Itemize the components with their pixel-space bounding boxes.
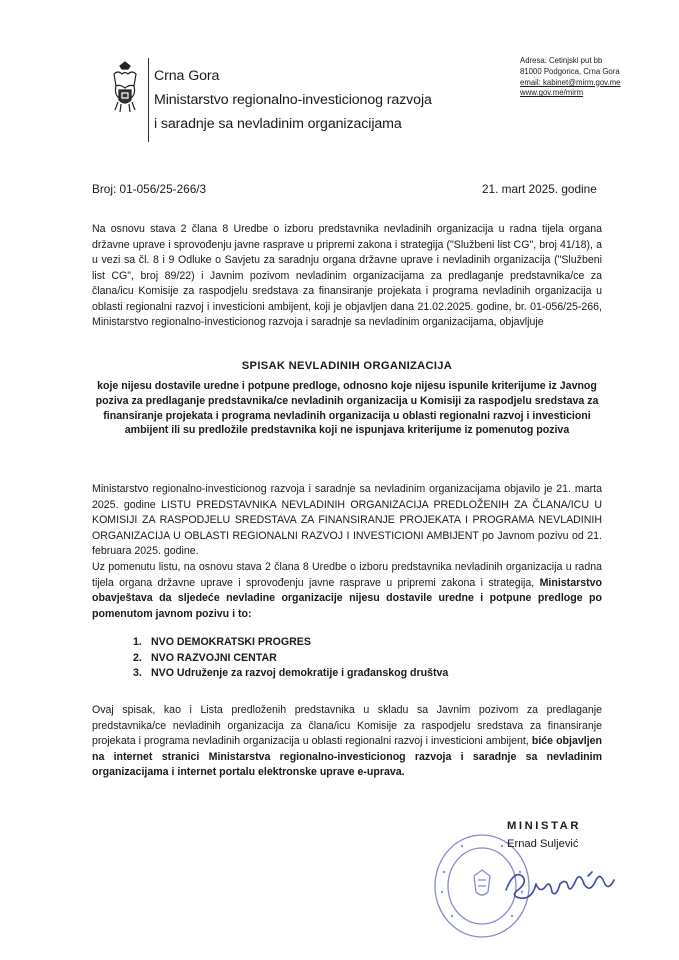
header-divider [148,58,149,142]
list-item-name: NVO RAZVOJNI CENTAR [151,651,277,664]
coat-of-arms-icon [110,60,140,116]
list-item-number: 1. [133,636,142,648]
reference-number: Broj: 01-056/25-266/3 [92,182,207,196]
list-item [133,666,448,682]
country-name: Crna Gora [154,68,220,84]
document-title: SPISAK NEVLADINIH ORGANIZACIJA [241,360,453,372]
paragraph-notification-text: Uz pomenutu listu, na osnovu stava 2 člana 8 Uredbe o izboru predstavnika nevladinih organizacija u radna tijela organa državne uprave i sprovođenju javne rasprave u pripremi zakona i strategija, [92,561,602,589]
paragraph-notification-bold: Ministarstvo obavještava da sljedeće nevladine organizacije nijesu dostavile uredne i potpune predloge po pomenutom javnom pozivu i to: [92,576,602,620]
address-email[interactable]: email: kabinet@mirm.gov.me [520,77,621,87]
list-item [133,635,448,651]
document-subtitle: koje nijesu dostavile uredne i potpune predloge, odnosno koje nijesu ispunile kriterijume iz Javnog poziva za predlaganje predstavnika/ce nevladinih organizacija u Komisiji za raspodjelu sredstava za finansiranje projekata i programa nevladinih organizacija u oblasti regionalni razvoj i investicioni ambijent ili su predložile predstavnika koji ne ispunjava kriterijume iz pomenutog poziva [95,380,599,437]
list-item-name: NVO Udruženje za razvoj demokratije i građanskog društva [151,667,449,679]
document-date: 21. mart 2025. godine [482,182,597,196]
handwritten-signature-icon [500,850,620,910]
list-item-number: 3. [133,667,142,679]
address-block [520,56,621,99]
list-item-name: NVO DEMOKRATSKI PROGRES [151,636,311,648]
paragraph-publication [92,703,602,781]
ministry-name-line1: Ministarstvo regionalno-investicionog razvoja [154,92,432,108]
address-street: Adresa: Cetinjski put bb [520,56,603,65]
address-city: 81000 Podgorica, Crna Gora [520,66,620,76]
organizations-list [133,635,448,682]
paragraph-publication-text: Ovaj spisak, kao i Lista predloženih predstavnika u skladu sa Javnim pozivom za predlaganje predstavnika/ce nevladinih organizacija za člana/icu Komisije za raspodjelu sredstava za finansiranje projekata i programa nevladinih organizacija u oblasti regionalni razvoj i investicioni ambijent, [92,704,602,747]
paragraph-publication-bold: biće objavljen na internet stranici Ministarstva regionalno-investicionog razvoja i saradnje sa nevladinim organizacijama i internet portalu elektronske uprave e-uprava. [92,735,602,778]
list-item-number: 2. [133,651,142,664]
paragraph-notification [92,560,602,622]
list-item [133,651,448,667]
paragraph-list-announcement: Ministarstvo regionalno-investicionog razvoja i saradnje sa nevladinim organizacijama objavilo je 21. marta 2025. godine LISTU PREDSTAVNIKA NEVLADINIH ORGANIZACIJA PREDLOŽENIH ZA ČLANA/ICU U KOMISIJI ZA RASPODJELU SREDSTAVA ZA FINANSIRANJE PROJEKATA I PROGRAMA NEVLADINIH ORGANIZACIJA U OBLASTI REGIONALNI RAZVOJ I INVESTICIONI AMBIJENT po Javnom pozivu od 21. februara 2025. godine. [92,483,602,557]
signatory-title: MINISTAR [507,820,582,832]
signatory-name: Ernad Suljević [507,838,579,850]
ministry-name-line2: i saradnje sa nevladinim organizacijama [154,116,402,132]
intro-paragraph: Na osnovu stava 2 člana 8 Uredbe o izboru predstavnika nevladinih organizacija u radna tijela organa državne uprave i sprovođenju javne rasprave u pripremi zakona i strategija ("Službeni list CG", broj 41/18), a u vezi sa čl. 8 i 9 Odluke o Savjetu za saradnju organa državne uprave i nevladinih organizacija ("Službeni list CG", broj 89/22) i Javnim pozivom nevladinim organizacijama za predlaganje predstavnika/ce za člana/icu Komisije za raspodjelu sredstava za finansiranje projekata i programa nevladinih organizacija u oblasti regionalni razvoj i investicioni ambijent, koji je objavljen dana 21.02.2025. godine, br. 01-056/25-266, Ministarstvo regionalno-investicionog razvoja i saradnje sa nevladinim organizacijama, objavljuje [92,223,602,328]
address-website[interactable]: www.gov.me/mirm [520,88,584,98]
ministry-header [154,64,432,136]
